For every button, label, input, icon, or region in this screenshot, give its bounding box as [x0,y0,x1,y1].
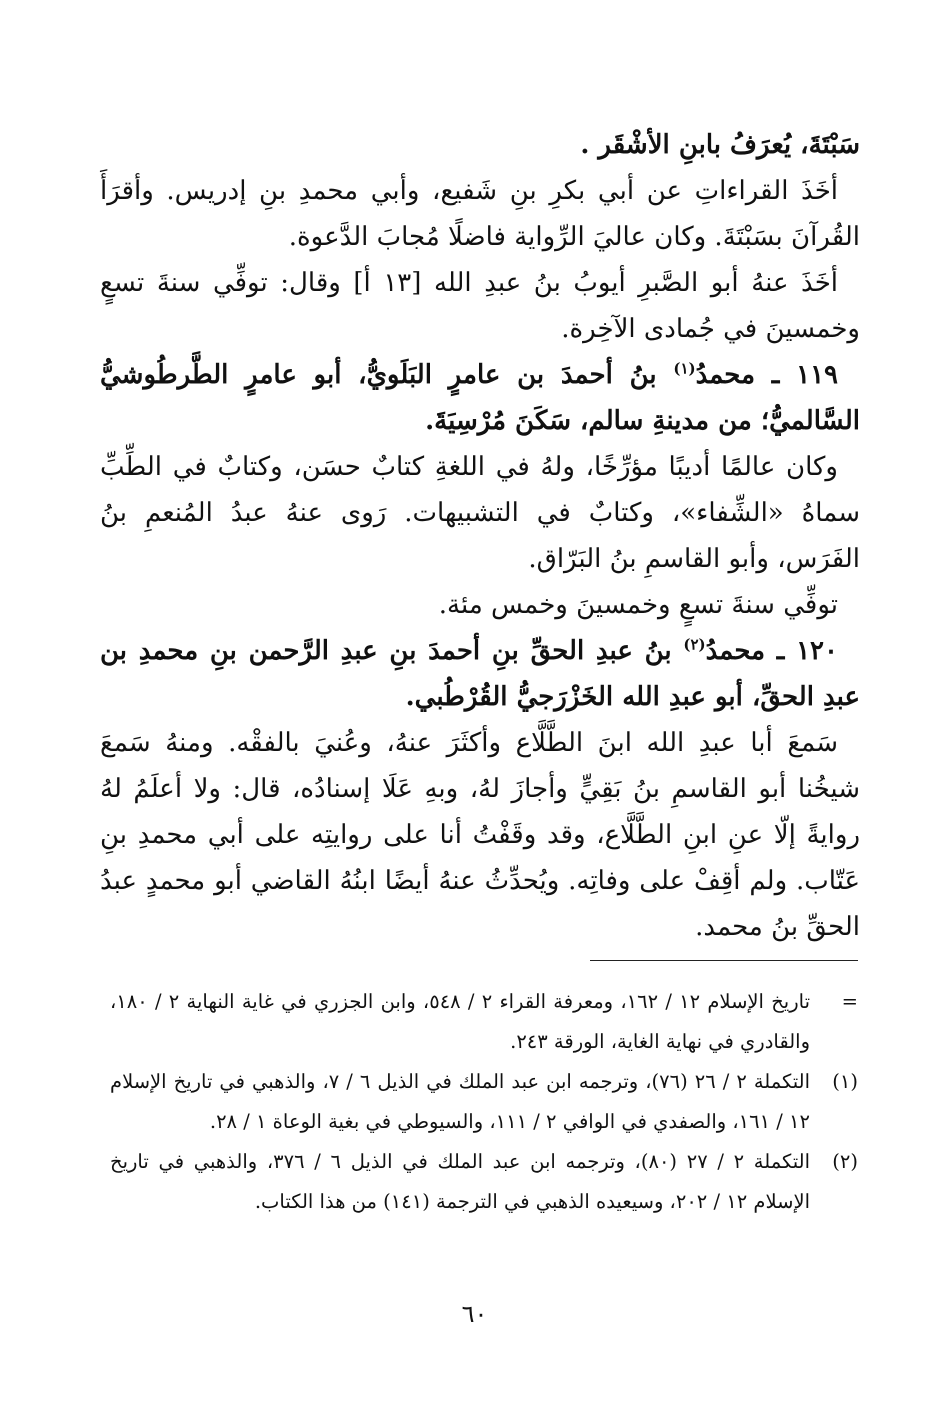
footnote-mark: (١) [832,1070,858,1093]
main-text [100,122,860,950]
footnote-divider [590,960,858,961]
paragraph: أخَذَ عنهُ أبو الصَّبرِ أيوبُ بنُ عبدِ الله [١٣ أ] وقال: توفِّي سنةَ تسعٍ وخمسينَ في جُمادى الآخِرة. [100,268,860,344]
footnotes [110,982,858,1222]
entry-heading-119 [100,352,860,444]
footnote [110,1062,858,1142]
paragraph: وكان عالمًا أديبًا مؤرِّخًا، ولهُ في اللغةِ كتابٌ حسَن، وكتابٌ في الطِّبِّ سماهُ «الشِّفاء»، وكتابٌ في التشبيهات. رَوى عنهُ عبدُ المُنعمِ بنُ الفَرَس، وأبو القاسمِ بنُ البَرّاق. [100,452,860,574]
footnote-ref: (١) [673,359,696,378]
page-number: ٦٠ [461,1300,488,1328]
footnote-text: التكملة ٢ / ٢٦ (٧٦)، وترجمه ابن عبد الملك في الذيل ٦ / ٧، والذهبي في تاريخ الإسلام ١٢ / ١٦١، والصفدي في الوافي ٢ / ١١١، والسيوطي في بغية الوعاة ١ / ٢٨. [110,1070,811,1133]
entry-number: ١١٩ ـ [771,360,839,390]
footnote-mark: (٢) [832,1150,858,1173]
entry-heading-120 [100,628,860,720]
paragraph: توفِّي سنةَ تسعٍ وخمسينَ وخمس مئة. [438,590,838,620]
entry-name-rest: بنُ أحمدَ بن عامرٍ البَلَويُّ، أبو عامرٍ الطَّرطُوشيُّ السَّالميُّ؛ من مدينةِ سالم، سَكَنَ مُرْسِيَةَ. [100,360,860,436]
entry-continuation: سَبْتَةَ، يُعرَفُ بابنِ الأشْقَر . [580,130,860,160]
entry-name: محمدُ [705,636,766,666]
footnote [110,1142,858,1222]
entry-number: ١٢٠ ـ [776,636,838,666]
entry-name-rest: بنُ عبدِ الحقِّ بنِ أحمدَ بنِ عبدِ الرَّحمن بنِ محمدِ بن عبدِ الحقِّ، أبو عبدِ الله الخَزْرَجيُّ القُرْطُبي. [100,636,860,712]
footnote-ref: (٢) [683,635,706,654]
footnote-text: التكملة ٢ / ٢٧ (٨٠)، وترجمه ابن عبد الملك في الذيل ٦ / ٣٧٦، والذهبي في تاريخ الإسلام ١٢ / ٢٠٢، وسيعيده الذهبي في الترجمة (١٤١) من هذا الكتاب. [110,1150,810,1213]
footnote-text: تاريخ الإسلام ١٢ / ١٦٢، ومعرفة القراء ٢ / ٥٤٨، وابن الجزري في غاية النهاية ٢ / ١٨٠، والقادري في نهاية الغاية، الورقة ٢٤٣. [110,990,810,1053]
paragraph: أخَذَ القراءاتِ عن أبي بكرِ بنِ شَفيع، وأبي محمدِ بنِ إدريس. وأقرَأَ القُرآنَ بسَبْتَةَ. وكان عاليَ الرِّواية فاضلًا مُجابَ الدَّعوة. [100,176,860,252]
footnote [110,982,858,1062]
entry-name: محمدُ [695,360,756,390]
paragraph: سَمعَ أبا عبدِ الله ابنَ الطَّلَّاع وأكثَرَ عنهُ، وعُنيَ بالفقْه. ومنهُ سَمعَ شيخُنا أبو القاسمِ بنُ بَقِيٍّ وأجازَ لهُ، وبهِ عَلَا إسنادُه، قال: ولا أعلَمُ لهُ روايةً إلّا عنِ ابنِ الطَّلَّاع، وقد وقَفْتُ أنا على روايتِه على أبي محمدِ بنِ عَتّاب. ولم أقِفْ على وفاتِه. ويُحدِّثُ عنهُ أيضًا ابنُهُ القاضي أبو محمدٍ عبدُ الحقِّ بنُ محمد. [100,728,860,942]
footnote-mark: = [841,990,858,1013]
